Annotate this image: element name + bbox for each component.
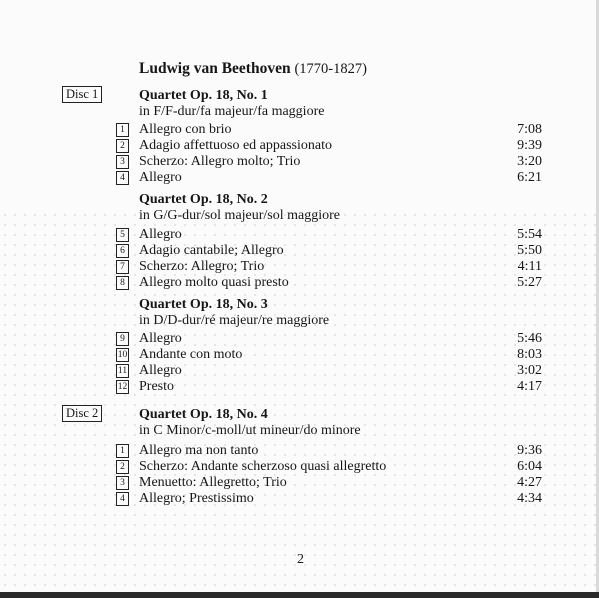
track-duration: 5:46 xyxy=(517,331,542,346)
track-duration: 4:34 xyxy=(517,491,542,506)
track-duration: 5:50 xyxy=(517,243,542,258)
track-number: 5 xyxy=(116,228,129,242)
track-title: Allegro xyxy=(139,363,182,378)
track-title: Allegro con brio xyxy=(139,122,232,137)
composer-name: Ludwig van Beethoven xyxy=(139,60,291,77)
track-duration: 6:21 xyxy=(517,170,542,185)
track-number: 6 xyxy=(116,244,129,258)
track-row xyxy=(116,227,542,243)
track-row xyxy=(116,363,542,379)
page-bottom-edge xyxy=(0,592,599,598)
track-number: 2 xyxy=(116,139,129,153)
track-title: Menuetto: Allegretto; Trio xyxy=(139,475,287,490)
track-duration: 3:20 xyxy=(517,154,542,169)
track-row xyxy=(116,170,542,186)
track-number: 8 xyxy=(116,276,129,290)
quartet-title: Quartet Op. 18, No. 3 xyxy=(139,297,268,312)
disc-label: Disc 1 xyxy=(62,86,102,103)
track-row xyxy=(116,138,542,154)
quartet-key: in F/F-dur/fa majeur/fa maggiore xyxy=(139,104,325,119)
track-title: Allegro xyxy=(139,227,182,242)
track-title: Allegro xyxy=(139,170,182,185)
track-row xyxy=(116,275,542,291)
track-title: Adagio cantabile; Allegro xyxy=(139,243,284,258)
track-number: 10 xyxy=(117,350,128,360)
track-duration: 5:54 xyxy=(517,227,542,242)
track-duration: 4:27 xyxy=(517,475,542,490)
track-row xyxy=(116,347,542,363)
track-number: 1 xyxy=(116,123,129,137)
quartet-key: in D/D-dur/ré majeur/re maggiore xyxy=(139,313,330,328)
composer-heading xyxy=(139,60,367,78)
track-row xyxy=(116,154,542,170)
track-title: Allegro xyxy=(139,331,182,346)
track-row xyxy=(116,379,542,395)
track-number: 4 xyxy=(116,171,129,185)
track-duration: 8:03 xyxy=(517,347,542,362)
track-duration: 4:11 xyxy=(517,259,542,274)
track-number: 4 xyxy=(116,492,129,506)
track-row xyxy=(116,443,542,459)
track-title: Presto xyxy=(139,379,174,394)
track-title: Andante con moto xyxy=(139,347,243,362)
track-row xyxy=(116,243,542,259)
track-row xyxy=(116,331,542,347)
track-title: Scherzo: Allegro; Trio xyxy=(139,259,265,274)
track-title: Allegro ma non tanto xyxy=(139,443,259,458)
disc-label: Disc 2 xyxy=(62,405,102,422)
track-number: 1 xyxy=(116,444,129,458)
track-title: Allegro; Prestissimo xyxy=(139,491,254,506)
track-duration: 9:36 xyxy=(517,443,542,458)
track-duration: 5:27 xyxy=(517,275,542,290)
track-title: Scherzo: Allegro molto; Trio xyxy=(139,154,301,169)
track-number: 9 xyxy=(116,332,129,346)
track-duration: 3:02 xyxy=(517,363,542,378)
composer-dates: (1770-1827) xyxy=(294,61,367,77)
track-number: 2 xyxy=(116,460,129,474)
track-row xyxy=(116,259,542,275)
track-duration: 9:39 xyxy=(517,138,542,153)
track-row xyxy=(116,475,542,491)
track-row xyxy=(116,491,542,507)
track-title: Adagio affettuoso ed appassionato xyxy=(139,138,332,153)
track-duration: 4:17 xyxy=(517,379,542,394)
quartet-title: Quartet Op. 18, No. 1 xyxy=(139,88,268,103)
track-number: 11 xyxy=(117,366,128,376)
quartet-key: in G/G-dur/sol majeur/sol maggiore xyxy=(139,208,341,223)
track-title: Scherzo: Andante scherzoso quasi allegretto xyxy=(139,459,387,474)
page-number: 2 xyxy=(297,552,304,567)
track-duration: 6:04 xyxy=(517,459,542,474)
track-number: 3 xyxy=(116,476,129,490)
track-number: 3 xyxy=(116,155,129,169)
track-row xyxy=(116,122,542,138)
track-number: 7 xyxy=(116,260,129,274)
quartet-title: Quartet Op. 18, No. 2 xyxy=(139,192,268,207)
track-title: Allegro molto quasi presto xyxy=(139,275,289,290)
track-duration: 7:08 xyxy=(517,122,542,137)
track-number: 12 xyxy=(117,382,128,392)
quartet-title: Quartet Op. 18, No. 4 xyxy=(139,407,268,422)
quartet-key: in C Minor/c-moll/ut mineur/do minore xyxy=(139,423,361,438)
track-row xyxy=(116,459,542,475)
